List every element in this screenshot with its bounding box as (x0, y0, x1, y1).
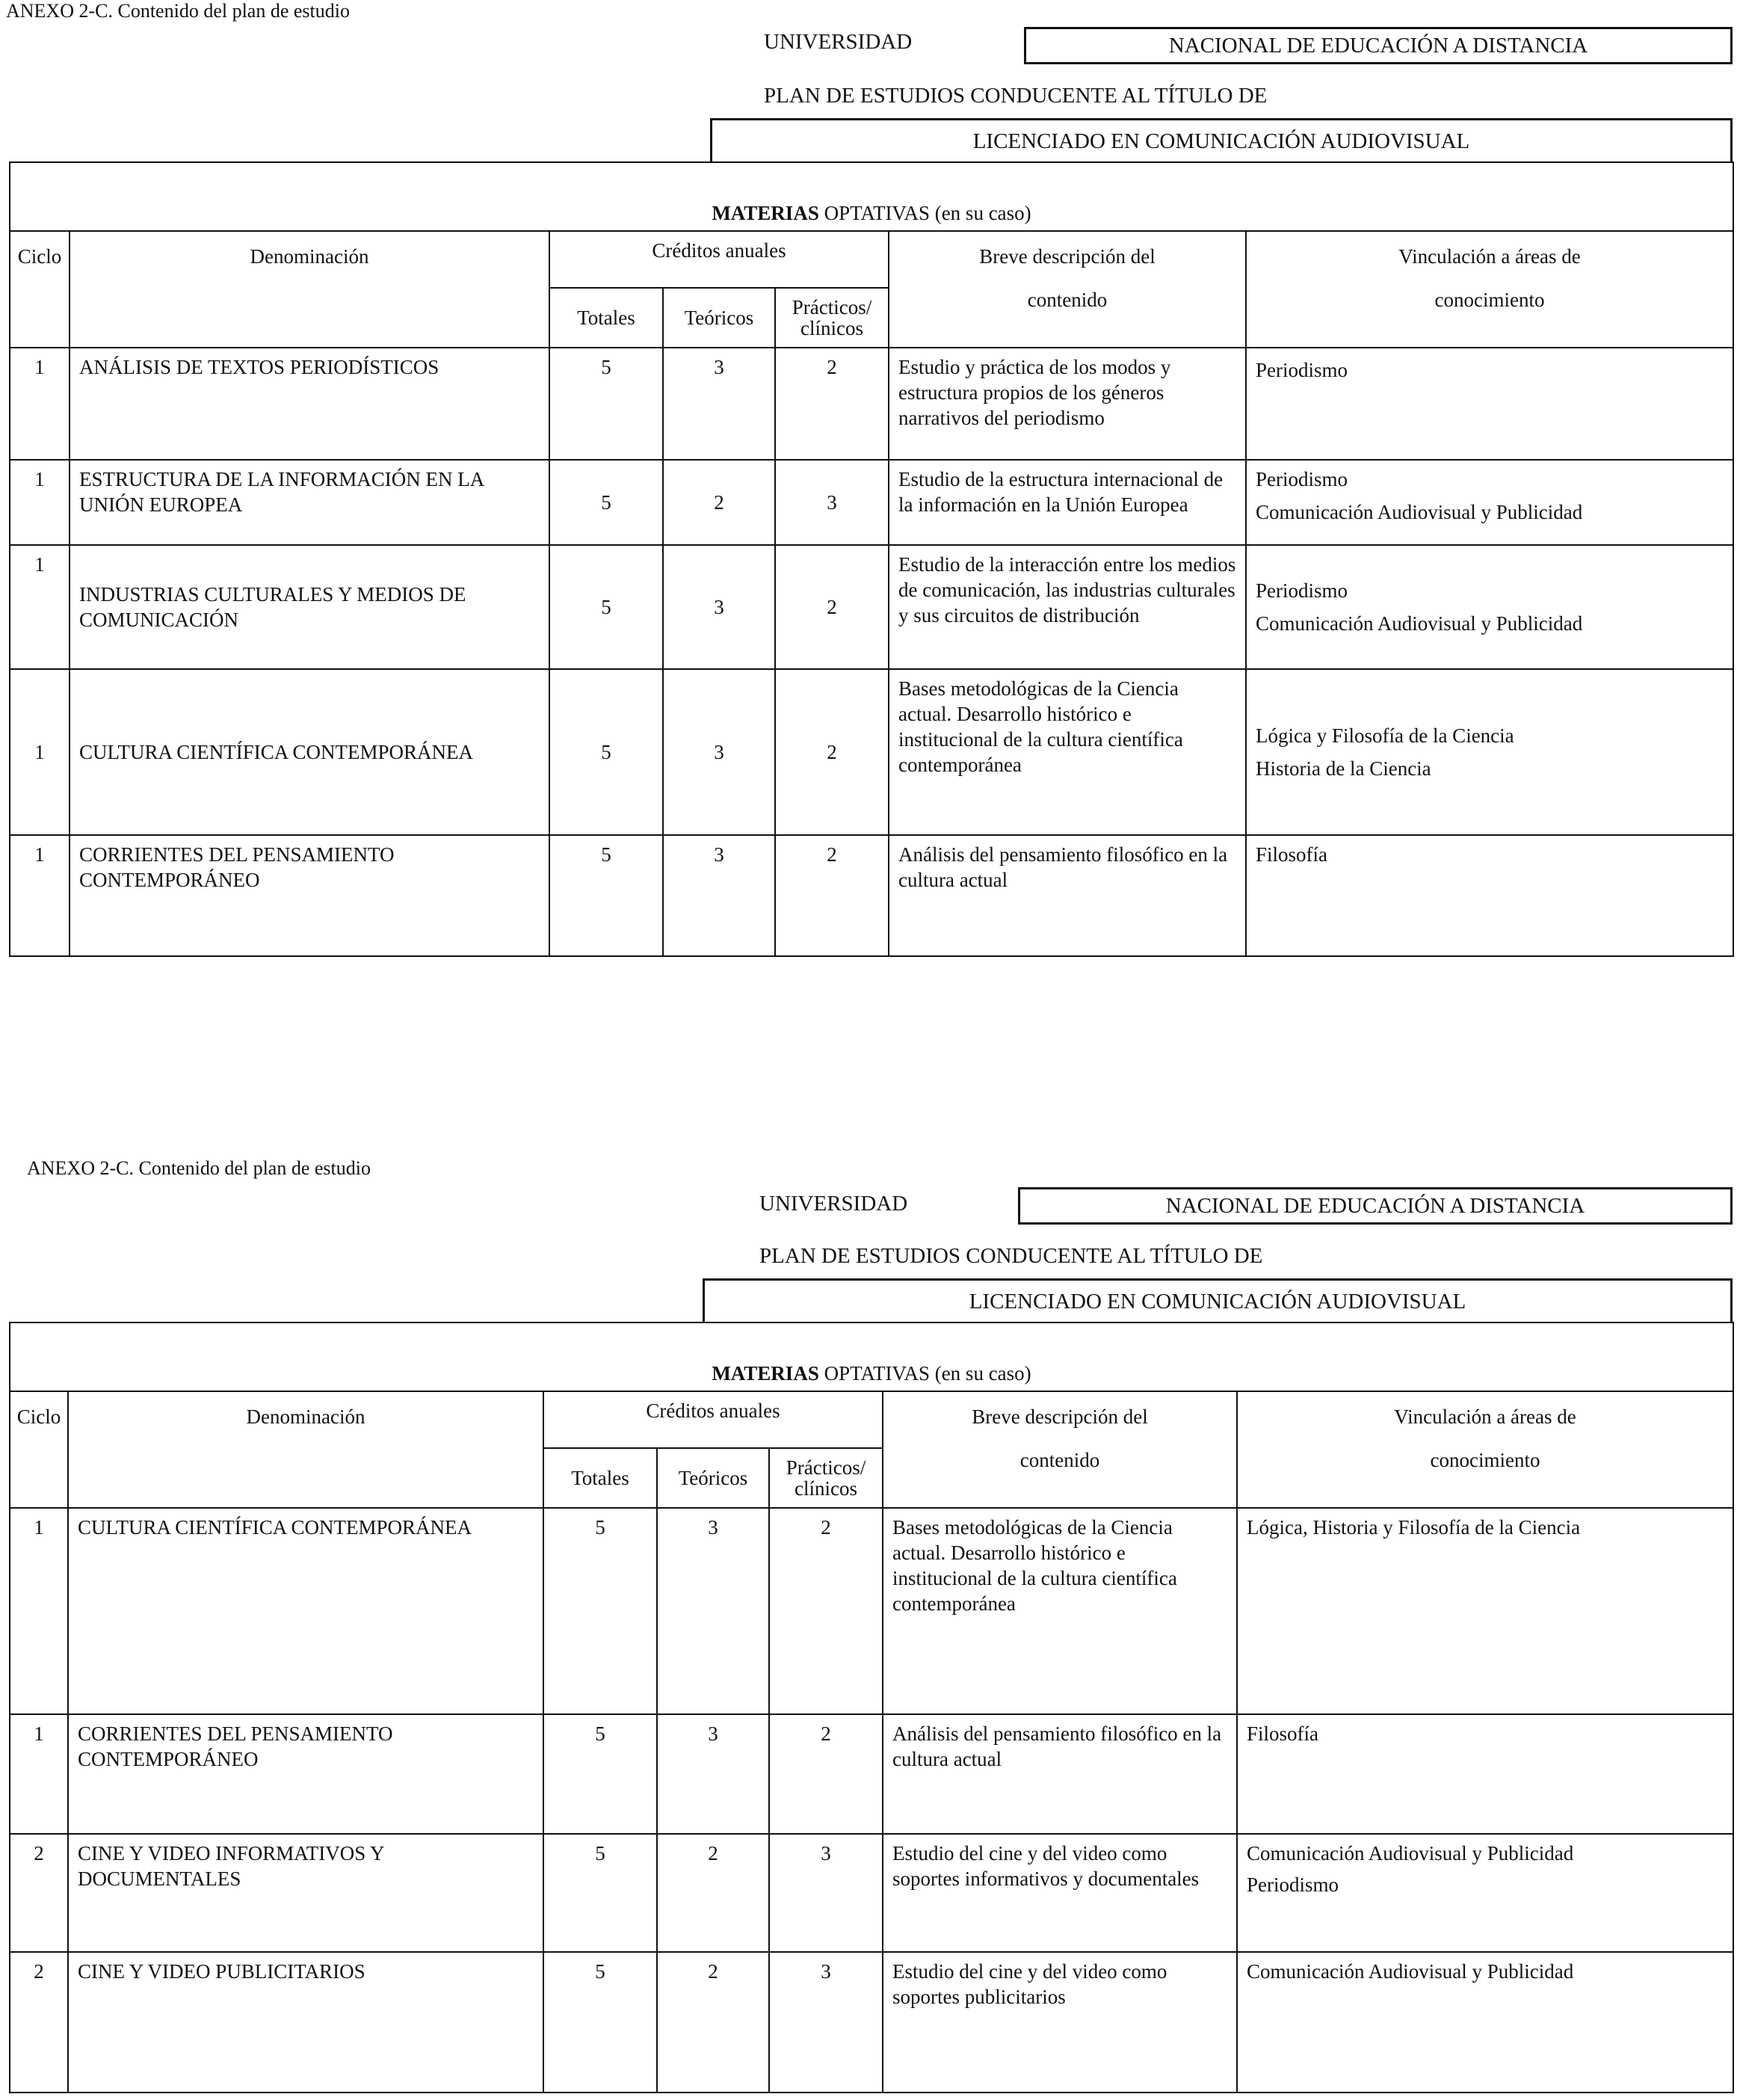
cell-teoricos: 2 (663, 460, 775, 545)
cell-ciclo: 1 (10, 669, 70, 835)
degree-title-box: LICENCIADO EN COMUNICACIÓN AUDIOVISUAL (710, 118, 1733, 163)
header-descripcion-line2: contenido (1019, 1449, 1100, 1471)
area-item: Comunicación Audiovisual y Publicidad (1256, 612, 1583, 635)
area-item: Periodismo (1256, 359, 1348, 381)
cell-areas (1237, 1952, 1733, 2093)
cell-practicos: 2 (775, 545, 889, 669)
cell-denominacion: CULTURA CIENTÍFICA CONTEMPORÁNEA (68, 1508, 543, 1714)
cell-teoricos: 3 (663, 669, 775, 835)
caption-rest: OPTATIVAS (en su caso) (818, 1362, 1031, 1385)
area-item: Lógica y Filosofía de la Ciencia (1256, 724, 1514, 747)
cell-totales: 5 (543, 1508, 657, 1714)
header-ciclo: Ciclo (10, 231, 70, 348)
optional-subjects-table (9, 161, 1734, 957)
cell-denominacion: ANÁLISIS DE TEXTOS PERIODÍSTICOS (70, 348, 549, 460)
header-ciclo: Ciclo (10, 1391, 68, 1508)
annex-title: ANEXO 2-C. Contenido del plan de estudio (27, 1157, 371, 1179)
cell-totales: 5 (549, 835, 663, 956)
cell-areas (1246, 669, 1733, 835)
cell-areas (1237, 1508, 1733, 1714)
header-denominacion: Denominación (68, 1391, 543, 1508)
optional-subjects-table (9, 1322, 1734, 2093)
header-denominacion: Denominación (70, 231, 549, 348)
caption-rest: OPTATIVAS (en su caso) (818, 202, 1031, 224)
header-vinculacion (1237, 1391, 1733, 1508)
cell-descripcion: Estudio del cine y del video como soportes informativos y documentales (883, 1834, 1237, 1952)
cell-denominacion: CINE Y VIDEO PUBLICITARIOS (68, 1952, 543, 2093)
cell-totales: 5 (549, 348, 663, 460)
cell-ciclo: 1 (10, 1508, 68, 1714)
cell-denominacion: CORRIENTES DEL PENSAMIENTO CONTEMPORÁNEO (68, 1714, 543, 1834)
cell-descripcion: Estudio y práctica de los modos y estructura propios de los géneros narrativos del periodismo (889, 348, 1246, 460)
cell-descripcion: Estudio de la estructura internacional de la información en la Unión Europea (889, 460, 1246, 545)
cell-descripcion: Estudio del cine y del video como soportes publicitarios (883, 1952, 1237, 2093)
cell-areas (1237, 1714, 1733, 1834)
table-row (10, 835, 1733, 956)
header-vinculacion-line1: Vinculación a áreas de (1394, 1405, 1576, 1428)
cell-teoricos: 2 (657, 1952, 769, 2093)
header-totales: Totales (549, 288, 663, 348)
cell-teoricos: 3 (663, 545, 775, 669)
caption-bold: MATERIAS (712, 202, 819, 224)
header-vinculacion-line1: Vinculación a áreas de (1398, 245, 1581, 268)
cell-ciclo: 2 (10, 1834, 68, 1952)
area-item: Comunicación Audiovisual y Publicidad (1247, 1960, 1574, 1983)
cell-practicos: 2 (769, 1508, 883, 1714)
header-descripcion-line2: contenido (1027, 289, 1108, 311)
cell-teoricos: 3 (657, 1714, 769, 1834)
cell-teoricos: 3 (663, 835, 775, 956)
degree-title-box: LICENCIADO EN COMUNICACIÓN AUDIOVISUAL (703, 1278, 1733, 1323)
header-practicos: Prácticos/ clínicos (775, 288, 889, 348)
cell-ciclo: 1 (10, 1714, 68, 1834)
table-row (10, 669, 1733, 835)
header-teoricos: Teóricos (663, 288, 775, 348)
area-item: Comunicación Audiovisual y Publicidad (1247, 1842, 1574, 1865)
cell-practicos: 2 (775, 835, 889, 956)
university-name-box: NACIONAL DE EDUCACIÓN A DISTANCIA (1024, 27, 1733, 64)
area-item: Periodismo (1256, 579, 1348, 602)
table-row (10, 1714, 1733, 1834)
cell-totales: 5 (543, 1714, 657, 1834)
cell-descripcion: Estudio de la interacción entre los medios de comunicación, las industrias culturales y sus circuitos de distribución (889, 545, 1246, 669)
area-item: Historia de la Ciencia (1256, 757, 1431, 780)
cell-areas (1246, 348, 1733, 460)
cell-teoricos: 2 (657, 1834, 769, 1952)
header-creditos: Créditos anuales (549, 231, 889, 288)
university-label: UNIVERSIDAD (764, 30, 913, 54)
university-name-box: NACIONAL DE EDUCACIÓN A DISTANCIA (1018, 1187, 1733, 1225)
cell-practicos: 3 (769, 1834, 883, 1952)
cell-ciclo: 1 (10, 835, 70, 956)
plan-label: PLAN DE ESTUDIOS CONDUCENTE AL TÍTULO DE (764, 84, 1268, 108)
cell-totales: 5 (549, 460, 663, 545)
plan-label: PLAN DE ESTUDIOS CONDUCENTE AL TÍTULO DE (759, 1244, 1263, 1268)
header-vinculacion-line2: conocimiento (1430, 1449, 1540, 1471)
header-practicos: Prácticos/ clínicos (769, 1448, 883, 1508)
header-creditos: Créditos anuales (543, 1391, 883, 1448)
cell-ciclo: 1 (10, 545, 70, 669)
table-row (10, 1508, 1733, 1714)
cell-totales: 5 (543, 1834, 657, 1952)
table-row (10, 460, 1733, 545)
cell-practicos: 2 (775, 669, 889, 835)
header-teoricos: Teóricos (657, 1448, 769, 1508)
area-item: Periodismo (1256, 468, 1348, 490)
cell-totales: 5 (549, 669, 663, 835)
header-descripcion (889, 231, 1246, 348)
area-item: Filosofía (1256, 843, 1328, 866)
cell-descripcion: Bases metodológicas de la Ciencia actual. Desarrollo histórico e institucional de la cultura científica contemporánea (883, 1508, 1237, 1714)
cell-teoricos: 3 (657, 1508, 769, 1714)
area-item: Periodismo (1247, 1873, 1339, 1896)
cell-denominacion: ESTRUCTURA DE LA INFORMACIÓN EN LA UNIÓN EUROPEA (70, 460, 549, 545)
cell-denominacion: CULTURA CIENTÍFICA CONTEMPORÁNEA (70, 669, 549, 835)
cell-areas (1246, 460, 1733, 545)
cell-denominacion: INDUSTRIAS CULTURALES Y MEDIOS DE COMUNICACIÓN (70, 545, 549, 669)
header-totales: Totales (543, 1448, 657, 1508)
caption-bold: MATERIAS (712, 1362, 819, 1385)
cell-teoricos: 3 (663, 348, 775, 460)
cell-practicos: 2 (769, 1714, 883, 1834)
header-descripcion-line1: Breve descripción del (972, 1405, 1148, 1428)
table-caption (10, 1322, 1733, 1391)
area-item: Lógica, Historia y Filosofía de la Ciencia (1247, 1516, 1581, 1539)
cell-areas (1246, 835, 1733, 956)
area-item: Filosofía (1247, 1722, 1319, 1745)
table-row (10, 348, 1733, 460)
cell-areas (1246, 545, 1733, 669)
table-row (10, 545, 1733, 669)
header-descripcion-line1: Breve descripción del (979, 245, 1156, 268)
cell-practicos: 3 (769, 1952, 883, 2093)
cell-descripcion: Análisis del pensamiento filosófico en la cultura actual (889, 835, 1246, 956)
cell-ciclo: 2 (10, 1952, 68, 2093)
university-label: UNIVERSIDAD (759, 1192, 908, 1216)
cell-ciclo: 1 (10, 460, 70, 545)
table-caption (10, 162, 1733, 231)
cell-denominacion: CINE Y VIDEO INFORMATIVOS Y DOCUMENTALES (68, 1834, 543, 1952)
cell-practicos: 3 (775, 460, 889, 545)
cell-descripcion: Bases metodológicas de la Ciencia actual. Desarrollo histórico e institucional de la cultura científica contemporánea (889, 669, 1246, 835)
cell-denominacion: CORRIENTES DEL PENSAMIENTO CONTEMPORÁNEO (70, 835, 549, 956)
cell-ciclo: 1 (10, 348, 70, 460)
table-row (10, 1952, 1733, 2093)
area-item: Comunicación Audiovisual y Publicidad (1256, 501, 1583, 523)
cell-descripcion: Análisis del pensamiento filosófico en la cultura actual (883, 1714, 1237, 1834)
cell-areas (1237, 1834, 1733, 1952)
header-vinculacion-line2: conocimiento (1434, 289, 1545, 311)
header-vinculacion (1246, 231, 1733, 348)
cell-practicos: 2 (775, 348, 889, 460)
header-descripcion (883, 1391, 1237, 1508)
cell-totales: 5 (549, 545, 663, 669)
cell-totales: 5 (543, 1952, 657, 2093)
annex-title: ANEXO 2-C. Contenido del plan de estudio (6, 0, 350, 22)
table-row (10, 1834, 1733, 1952)
